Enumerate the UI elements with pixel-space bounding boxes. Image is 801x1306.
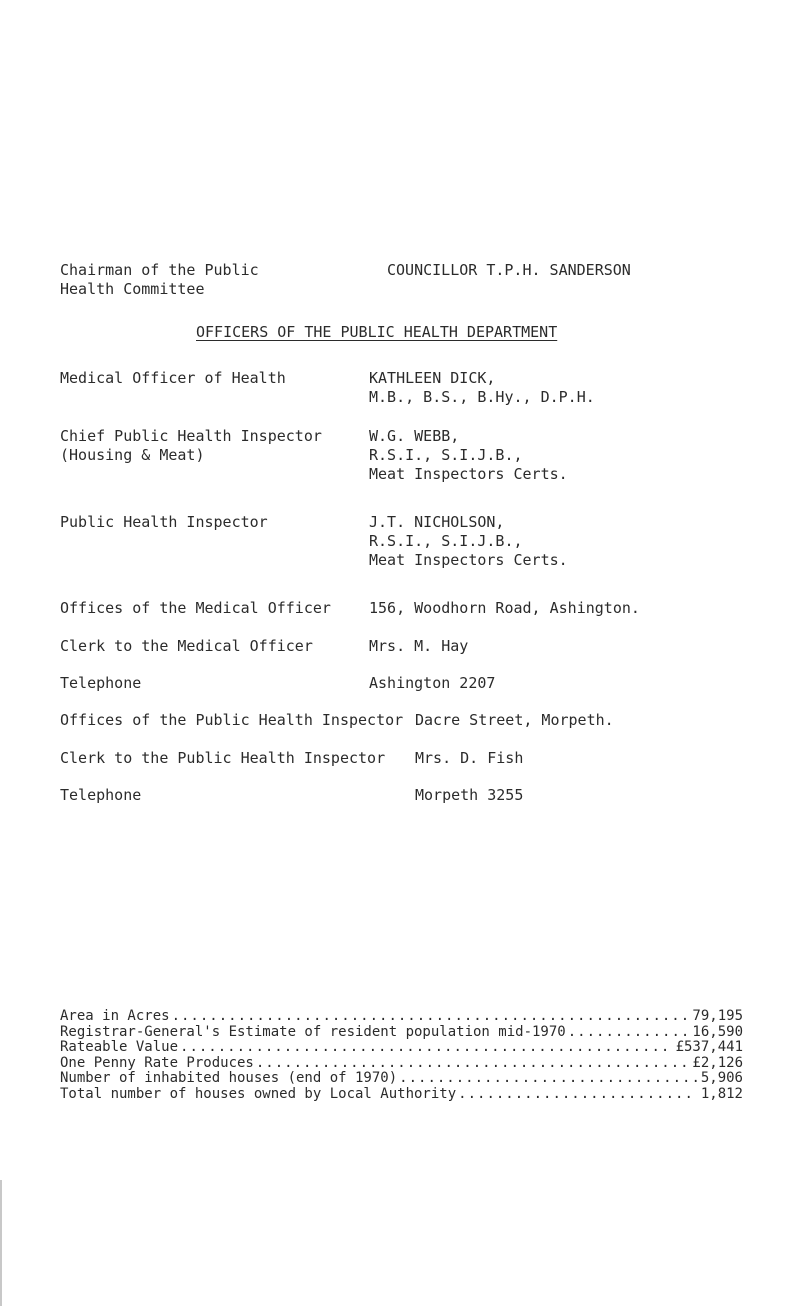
- stat-label: One Penny Rate Produces: [60, 1054, 254, 1071]
- officer-name-line2: M.B., B.S., B.Hy., D.P.H.: [369, 388, 595, 406]
- chairman-label-line2: Health Committee: [60, 280, 205, 298]
- officer-name-line3: Meat Inspectors Certs.: [369, 551, 568, 569]
- contact-label: Offices of the Public Health Inspector: [60, 711, 404, 729]
- stat-label: Registrar-General's Estimate of resident population mid-1970: [60, 1023, 566, 1040]
- officer-name: [369, 369, 595, 407]
- contact-value: Mrs. M. Hay: [369, 637, 469, 655]
- contact-value: Ashington 2207: [369, 674, 496, 692]
- stat-label: Area in Acres: [60, 1008, 170, 1024]
- stat-row: [60, 1071, 743, 1087]
- chairman-label: [60, 261, 259, 299]
- stat-row: [60, 1056, 743, 1072]
- stat-label: Total number of houses owned by Local Authority: [60, 1085, 457, 1102]
- contact-label: Offices of the Medical Officer: [60, 599, 331, 617]
- officer-name-line2: R.S.I., S.I.J.B.,: [369, 532, 523, 550]
- stat-row: [60, 1025, 743, 1041]
- dot-leader: [458, 1087, 697, 1103]
- stat-row: [60, 1087, 743, 1103]
- officer-name-line1: J.T. NICHOLSON,: [369, 513, 505, 531]
- officer-role-line1: Chief Public Health Inspector: [60, 427, 322, 445]
- stat-row: [60, 1009, 743, 1025]
- officer-name-line3: Meat Inspectors Certs.: [369, 465, 568, 483]
- contact-label: Telephone: [60, 786, 142, 804]
- contact-label: Clerk to the Medical Officer: [60, 637, 313, 655]
- contact-value: Morpeth 3255: [415, 786, 524, 804]
- scan-edge-line: [0, 1180, 2, 1306]
- dot-leader: [568, 1025, 689, 1041]
- stat-value: £537,441: [675, 1039, 743, 1056]
- officer-role: [60, 427, 322, 465]
- page-heading: OFFICERS OF THE PUBLIC HEALTH DEPARTMENT: [196, 323, 558, 341]
- stat-value: 79,195: [692, 1008, 743, 1024]
- stat-value: 16,590: [692, 1023, 743, 1040]
- dot-leader: [256, 1056, 689, 1072]
- officer-role: [60, 513, 268, 532]
- contact-label: Telephone: [60, 674, 142, 692]
- officer-role-line1: Medical Officer of Health: [60, 369, 286, 387]
- officer-name-line1: W.G. WEBB,: [369, 427, 460, 445]
- officer-name: [369, 427, 568, 484]
- stat-row: [60, 1040, 743, 1056]
- stat-value: £2,126: [692, 1054, 743, 1071]
- statistics-list: [60, 1009, 743, 1103]
- officer-name: [369, 513, 568, 570]
- stat-value: 1,812: [700, 1085, 743, 1102]
- dot-leader: [399, 1071, 697, 1087]
- officer-role-line2: (Housing & Meat): [60, 446, 205, 464]
- chairman-label-line1: Chairman of the Public: [60, 261, 259, 279]
- officer-name-line1: KATHLEEN DICK,: [369, 369, 496, 387]
- stat-value: 5,906: [700, 1070, 743, 1087]
- contact-value: Mrs. D. Fish: [415, 749, 524, 767]
- dot-leader: [172, 1009, 689, 1025]
- contact-value: 156, Woodhorn Road, Ashington.: [369, 599, 640, 617]
- chairman-name: COUNCILLOR T.P.H. SANDERSON: [387, 261, 631, 279]
- dot-leader: [180, 1040, 672, 1056]
- officer-role-line1: Public Health Inspector: [60, 513, 268, 531]
- stat-label: Number of inhabited houses (end of 1970): [60, 1070, 398, 1087]
- stat-label: Rateable Value: [60, 1039, 179, 1056]
- contact-value: Dacre Street, Morpeth.: [415, 711, 614, 729]
- officer-role: [60, 369, 286, 388]
- contact-label: Clerk to the Public Health Inspector: [60, 749, 386, 767]
- officer-name-line2: R.S.I., S.I.J.B.,: [369, 446, 523, 464]
